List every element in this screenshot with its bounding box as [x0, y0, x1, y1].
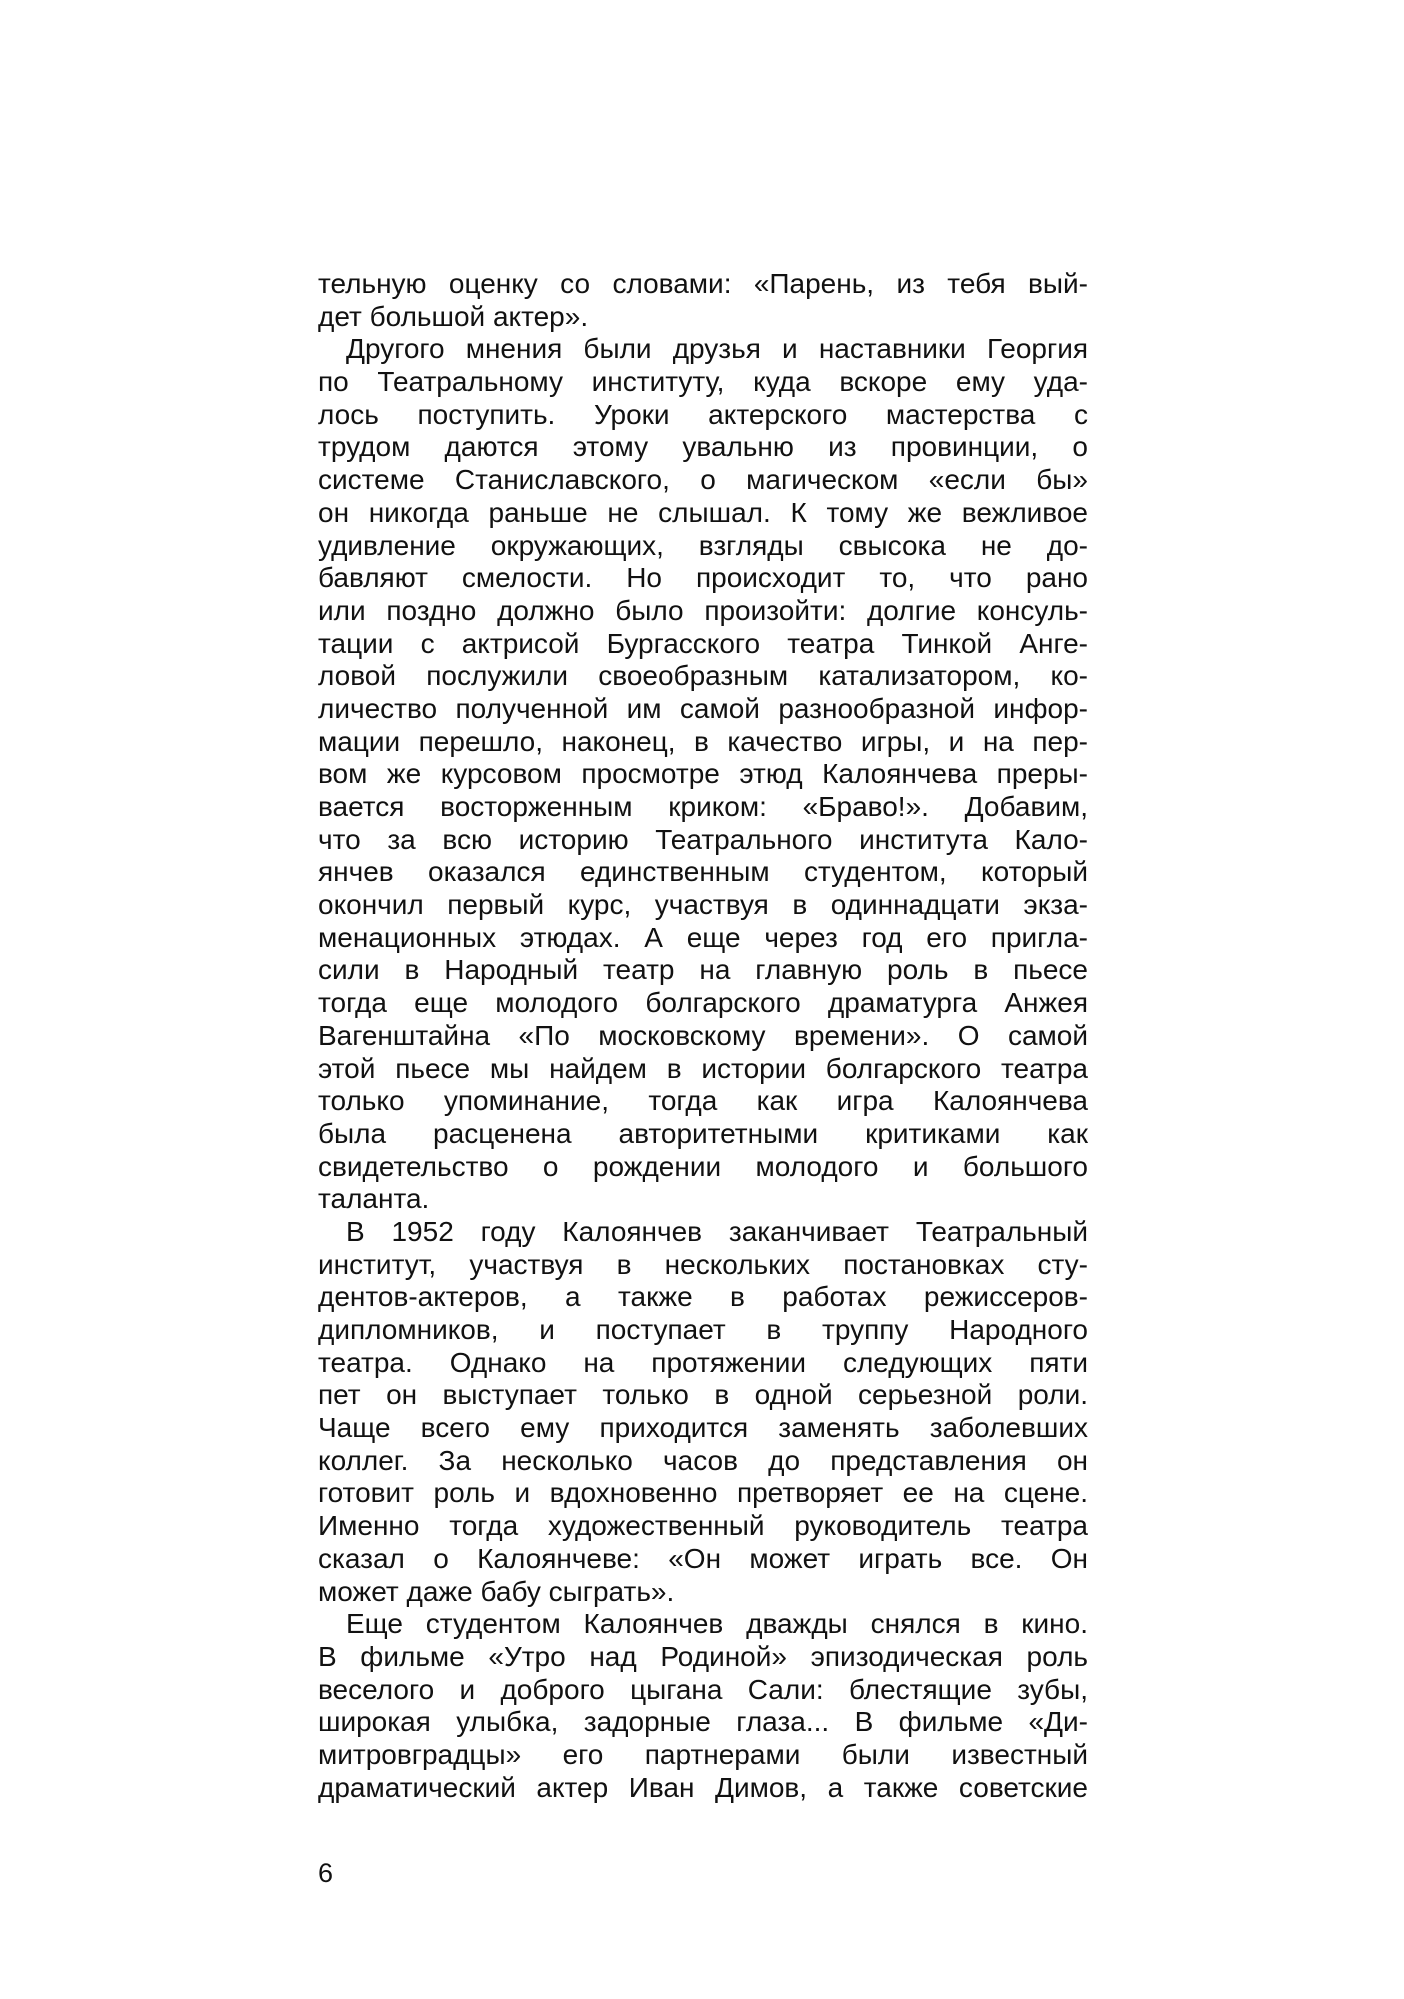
text-line: по Театральному институту, куда вскоре ему уда- [318, 366, 1088, 398]
text-line: менационных этюдах. А еще через год его пригла- [318, 921, 1088, 953]
text-line: может даже бабу сыграть». [318, 1575, 675, 1607]
text-line: свидетельство о рождении молодого и большого [318, 1150, 1088, 1182]
text-line: удивление окружающих, взгляды свысока не до- [318, 529, 1088, 561]
text-line: системе Станиславского, о магическом «если бы» [318, 464, 1088, 496]
text-line: тации с актрисой Бургасского театра Тинкой Анге- [318, 627, 1088, 659]
text-line: что за всю историю Театрального института Кало- [318, 823, 1088, 855]
text-line: коллег. За несколько часов до представления он [318, 1444, 1088, 1476]
paragraph [318, 1608, 1088, 1804]
text-line: институт, участвуя в нескольких постановках сту- [318, 1248, 1088, 1280]
text-line: Другого мнения были друзья и наставники Георгия [346, 333, 1088, 365]
text-line: окончил первый курс, участвуя в одиннадцати экза- [318, 889, 1088, 921]
text-line: этой пьесе мы найдем в истории болгарского театра [318, 1052, 1088, 1084]
text-line: Чаще всего ему приходится заменять заболевших [318, 1412, 1088, 1444]
text-line: тогда еще молодого болгарского драматурга Анжея [318, 987, 1088, 1019]
text-line: лось поступить. Уроки актерского мастерства с [318, 398, 1088, 430]
text-line: ловой послужили своеобразным катализатором, ко- [318, 660, 1088, 692]
text-line: мации перешло, наконец, в качество игры, и на пер- [318, 725, 1088, 757]
text-line: сили в Народный театр на главную роль в пьесе [318, 954, 1088, 986]
text-line: тельную оценку со словами: «Парень, из тебя вый- [318, 268, 1088, 299]
text-line: В фильме «Утро над Родиной» эпизодическая роль [318, 1640, 1088, 1672]
text-line: театра. Однако на протяжении следующих пяти [318, 1346, 1088, 1378]
text-line: готовит роль и вдохновенно претворяет ее на сцене. [318, 1477, 1088, 1509]
text-line: янчев оказался единственным студентом, который [318, 856, 1088, 888]
text-line: Именно тогда художественный руководитель театра [318, 1510, 1088, 1542]
text-line: В 1952 году Калоянчев заканчивает Театральный [346, 1215, 1088, 1247]
text-line: вом же курсовом просмотре этюд Калоянчева преры- [318, 758, 1088, 790]
text-line: сказал о Калоянчеве: «Он может играть все. Он [318, 1542, 1088, 1574]
text-line: дипломников, и поступает в труппу Народного [318, 1314, 1088, 1345]
text-line: таланта. [318, 1183, 430, 1215]
text-line: личество полученной им самой разнообразной инфор- [318, 692, 1088, 724]
paragraph [318, 1216, 1088, 1608]
paragraph [318, 268, 1088, 333]
text-line: бавляют смелости. Но происходит то, что рано [318, 562, 1088, 594]
text-line: широкая улыбка, задорные глаза... В фильме «Ди- [318, 1706, 1088, 1738]
text-line: Вагенштайна «По московскому времени». О самой [318, 1019, 1088, 1051]
text-line: трудом даются этому увальню из провинции, о [318, 431, 1088, 463]
text-line: только упоминание, тогда как игра Калоянчева [318, 1085, 1088, 1117]
page-text-body [318, 268, 1088, 1804]
text-line: драматический актер Иван Димов, а также советские [318, 1771, 1088, 1803]
text-line: он никогда раньше не слышал. К тому же вежливое [318, 496, 1088, 528]
text-line: дентов-актеров, а также в работах режиссеров- [318, 1281, 1088, 1313]
page-number: 6 [318, 1858, 334, 1888]
text-line: веселого и доброго цыгана Сали: блестящие зубы, [318, 1673, 1088, 1705]
text-line: была расценена авторитетными критиками как [318, 1117, 1088, 1149]
paragraph [318, 333, 1088, 1216]
text-line: вается восторженным криком: «Браво!». Добавим, [318, 791, 1088, 822]
text-line: пет он выступает только в одной серьезной роли. [318, 1379, 1088, 1411]
text-line: митровградцы» его партнерами были известный [318, 1738, 1088, 1770]
text-line: Еще студентом Калоянчев дважды снялся в кино. [346, 1608, 1088, 1640]
text-line: дет большой актер». [318, 300, 589, 332]
text-line: или поздно должно было произойти: долгие консуль- [318, 594, 1088, 626]
